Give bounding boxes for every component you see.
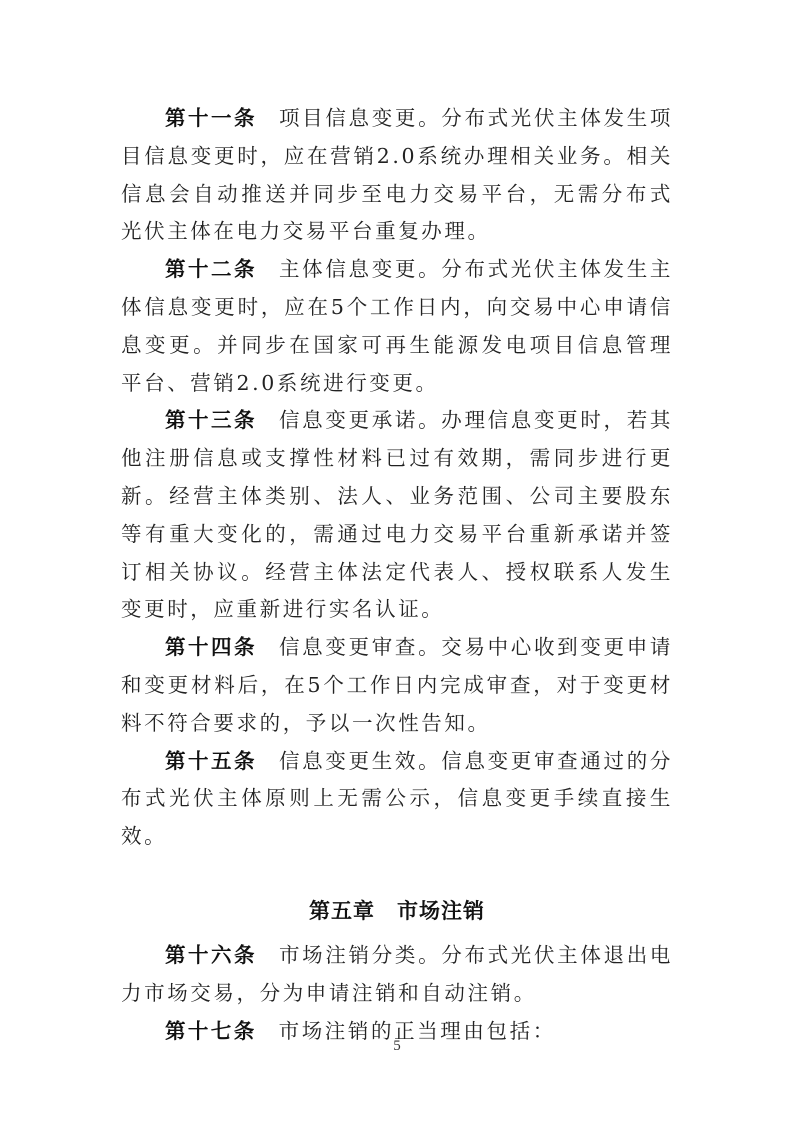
article-text: 市场注销分类。分布式光伏主体退出电力市场交易，分为申请注销和自动注销。 — [121, 942, 673, 1005]
article-label: 第十五条 — [165, 748, 257, 773]
article-text: 信息变更生效。信息变更审查通过的分布式光伏主体原则上无需公示，信息变更手续直接生效。 — [121, 748, 673, 849]
article-text: 主体信息变更。分布式光伏主体发生主体信息变更时，应在5个工作日内，向交易中心申请信息变更。并同步在国家可再生能源发电项目信息管理平台、营销2.0系统进行变更。 — [121, 257, 673, 395]
article-14 — [121, 629, 673, 742]
article-11 — [121, 100, 673, 251]
chapter-title: 市场注销 — [397, 898, 485, 923]
article-label: 第十二条 — [165, 257, 257, 282]
article-12 — [121, 251, 673, 402]
article-text: 项目信息变更。分布式光伏主体发生项目信息变更时，应在营销2.0系统办理相关业务。相关信息会自动推送并同步至电力交易平台，无需分布式光伏主体在电力交易平台重复办理。 — [121, 106, 673, 244]
document-page — [121, 100, 673, 1050]
article-16 — [121, 937, 673, 1013]
article-15 — [121, 743, 673, 856]
article-text: 信息变更审查。交易中心收到变更申请和变更材料后，在5个工作日内完成审查，对于变更材料不符合要求的，予以一次性告知。 — [121, 635, 673, 735]
article-13 — [121, 402, 673, 629]
article-label: 第十三条 — [165, 408, 257, 433]
article-label: 第十一条 — [165, 106, 257, 130]
chapter-number: 第五章 — [309, 898, 375, 923]
article-label: 第十七条 — [165, 1018, 257, 1043]
chapter-heading — [121, 856, 673, 937]
article-text: 信息变更承诺。办理信息变更时，若其他注册信息或支撑性材料已过有效期，需同步进行更新。经营主体类别、法人、业务范围、公司主要股东等有重大变化的，需通过电力交易平台重新承诺并签订相关协议。经营主体法定代表人、授权联系人发生变更时，应重新进行实名认证。 — [121, 408, 673, 622]
article-text: 市场注销的正当理由包括： — [278, 1018, 556, 1043]
page-number: 5 — [393, 1038, 401, 1054]
article-label: 第十六条 — [165, 942, 257, 967]
article-label: 第十四条 — [165, 635, 257, 660]
